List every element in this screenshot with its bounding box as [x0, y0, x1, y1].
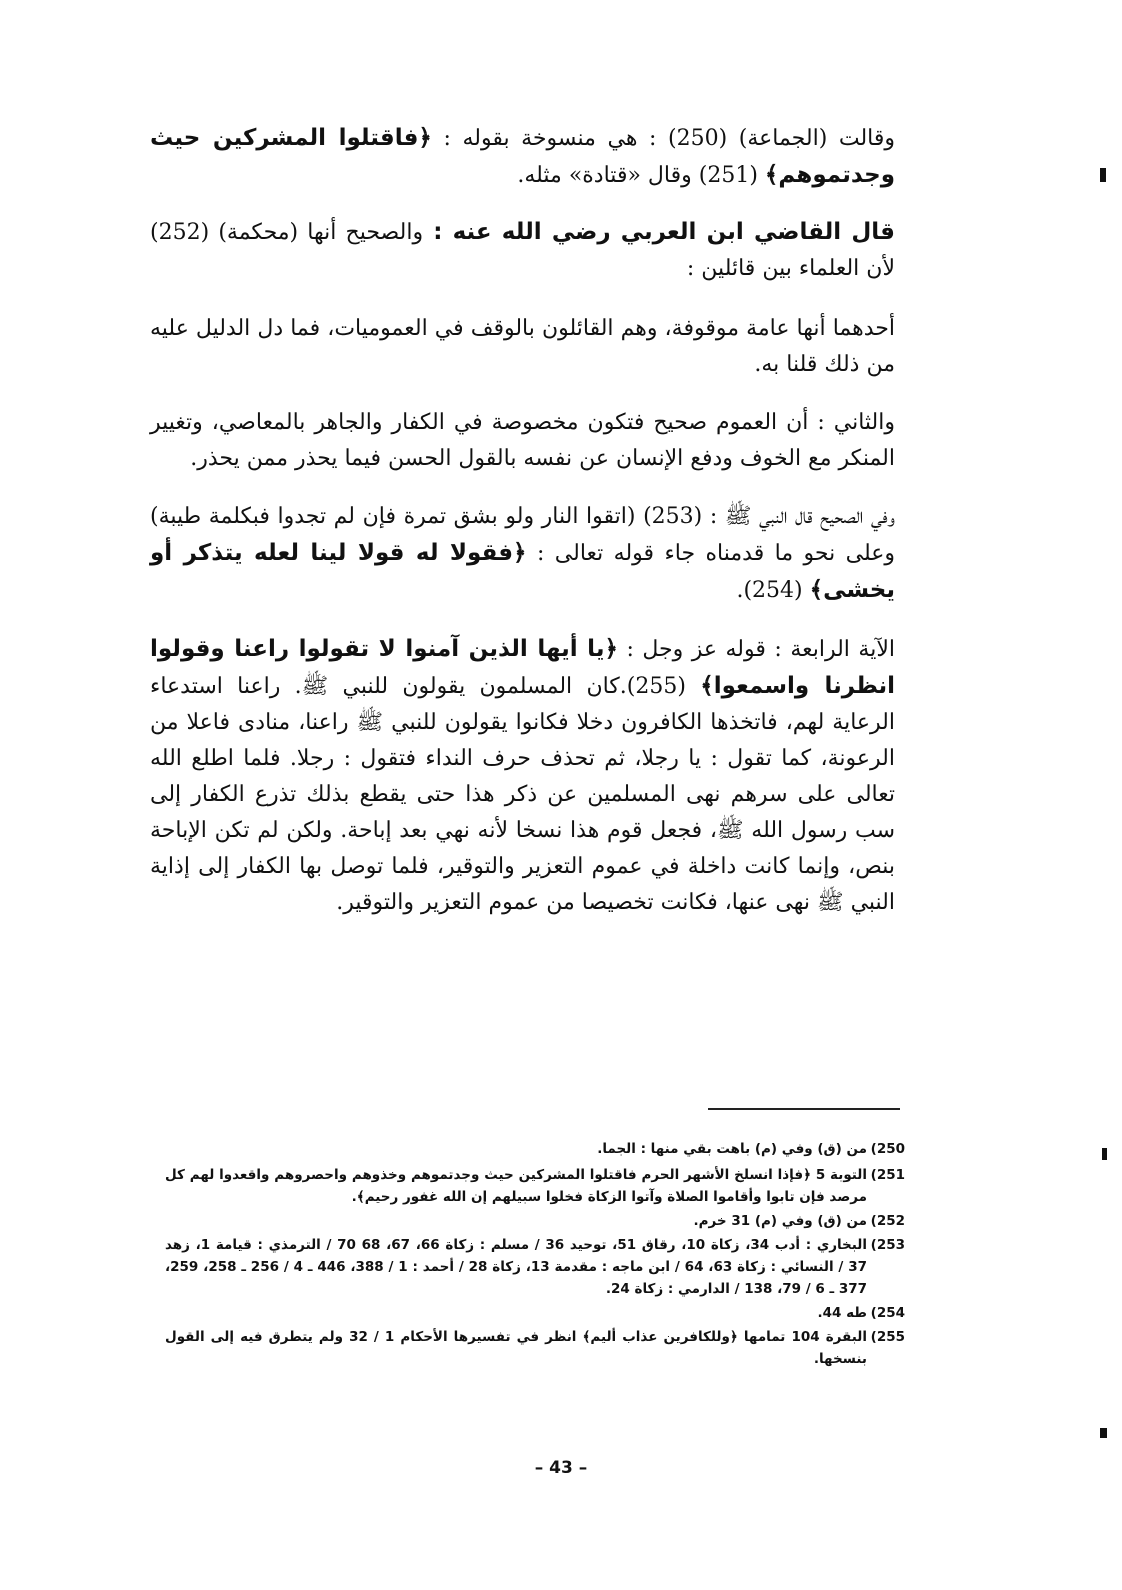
paragraph-1-text: وقالت (الجماعة) (250) : هي منسوخة بقوله : [431, 126, 895, 151]
footnote-253 [165, 1234, 905, 1300]
quran-quote-raina: ﴿يا أيها الذين آمنوا لا تقولوا راعنا وقولوا انظرنا واسمعوا﴾ [150, 636, 895, 699]
footnotes [165, 1138, 905, 1370]
footnote-number: 250) [870, 1141, 905, 1157]
footnote-number: 253) [870, 1237, 905, 1253]
footnote-text: البخاري : أدب 34، زكاة 10، رقاق 51، توحيد 36 / مسلم : زكاة 66، 67، 68 70 / الترمذي : قيامة 1، زهد 37 / النسائي : زكاة 63، 64 / ابن ماجه : مقدمة 13، زكاة 28 / أحمد : 1 / 388، 446 ـ 4 / 256 ـ 258، 259، 377 ـ 6 / 79، 138 / الدارمي : زكاة 24. [165, 1237, 867, 1297]
footnote-250 [165, 1138, 905, 1160]
paragraph-2-text: والصحيح أنها (محكمة) (252) لأن العلماء بين قائلين : [150, 220, 895, 281]
paragraph-6 [150, 631, 895, 921]
ibn-arabi-heading: قال القاضي ابن العربي رضي الله عنه : [423, 219, 895, 245]
footnote-text: من (ق) وفي (م) 31 خرم. [693, 1213, 867, 1229]
footnote-254 [165, 1302, 905, 1324]
paragraph-5-text: وفي الصحيح قال النبي ﷺ : (253) (اتقوا النار ولو بشق تمرة فإن لم تجدوا فبكلمة طيبة) وعلى نحو ما قدمناه جاء قوله تعالى : [150, 504, 895, 566]
quran-quote-fight-polytheists: ﴿فاقتلوا المشركين حيث وجدتموهم﴾ [150, 125, 895, 188]
paragraph-2 [150, 214, 895, 287]
main-text [150, 120, 895, 921]
paragraph-1 [150, 120, 895, 194]
quran-quote-gentle-speech: ﴿فقولا له قولا لينا لعله يتذكر أو يخشى﴾ [150, 540, 895, 603]
footnote-text: البقرة 104 تمامها ﴿وللكافرين عذاب أليم﴾ انظر في تفسيرها الأحكام 1 / 32 ولم يتطرق فيه إلى القول بنسخها. [165, 1329, 867, 1367]
scan-edge-mark [1102, 1148, 1107, 1160]
paragraph-5-tail: (254). [736, 578, 810, 603]
paragraph-4-text: والثاني : أن العموم صحيح فتكون مخصوصة في الكفار والجاهر بالمعاصي، وتغيير المنكر مع الخوف ودفع الإنسان عن نفسه بالقول الحسن فيما يحذر ممن يحذر. [150, 410, 895, 471]
footnote-255 [165, 1326, 905, 1370]
footnote-252 [165, 1210, 905, 1232]
paragraph-6-text: الآية الرابعة : قوله عز وجل : [617, 637, 895, 662]
footnote-text: طه 44. [817, 1305, 867, 1321]
footnote-251 [165, 1164, 905, 1208]
footnote-number: 251) [870, 1167, 905, 1183]
paragraph-5 [150, 499, 895, 609]
paragraph-3-text: أحدهما أنها عامة موقوفة، وهم القائلون بالوقف في العموميات، فما دل الدليل عليه من ذلك قلنا به. [150, 316, 895, 377]
scan-edge-mark [1100, 1428, 1107, 1438]
paragraph-4 [150, 405, 895, 477]
footnote-number: 255) [870, 1329, 905, 1345]
paragraph-1-tail: (251) وقال «قتادة» مثله. [517, 163, 765, 188]
scan-edge-mark [1100, 168, 1106, 182]
paragraph-3 [150, 311, 895, 383]
footnote-text: التوبة 5 ﴿فإذا انسلخ الأشهر الحرم فاقتلوا المشركين حيث وجدتموهم وخذوهم واحصروهم واقعدوا لهم كل مرصد فإن تابوا وأقاموا الصلاة وآتوا الزكاة فخلوا سبيلهم إن الله غفور رحيم﴾. [165, 1167, 867, 1205]
page-number: – 43 – [534, 1458, 588, 1478]
footnote-number: 252) [870, 1213, 905, 1229]
footnote-number: 254) [870, 1305, 905, 1321]
footnote-separator [708, 1108, 900, 1110]
footnote-text: من (ق) وفي (م) باهت بقي منها : الجما. [597, 1141, 867, 1157]
paragraph-6-tail: (255).كان المسلمون يقولون للنبي ﷺ. راعنا استدعاء الرعاية لهم، فاتخذها الكافرون دخلا فكانوا يقولون للنبي ﷺ راعنا، منادى فاعلا من الرعونة، كما تقول : يا رجلا، ثم تحذف حرف النداء فتقول : رجلا. فلما اطلع الله تعالى على سرهم نهى المسلمين عن ذكر هذا حتى يقطع بذلك تذرع الكفار إلى سب رسول الله ﷺ، فجعل قوم هذا نسخا لأنه نهي بعد إباحة. ولكن لم تكن الإباحة بنص، وإنما كانت داخلة في عموم التعزير والتوقير، فلما توصل بها الكفار إلى إذاية النبي ﷺ نهى عنها، فكانت تخصيصا من عموم التعزير والتوقير. [150, 674, 895, 915]
